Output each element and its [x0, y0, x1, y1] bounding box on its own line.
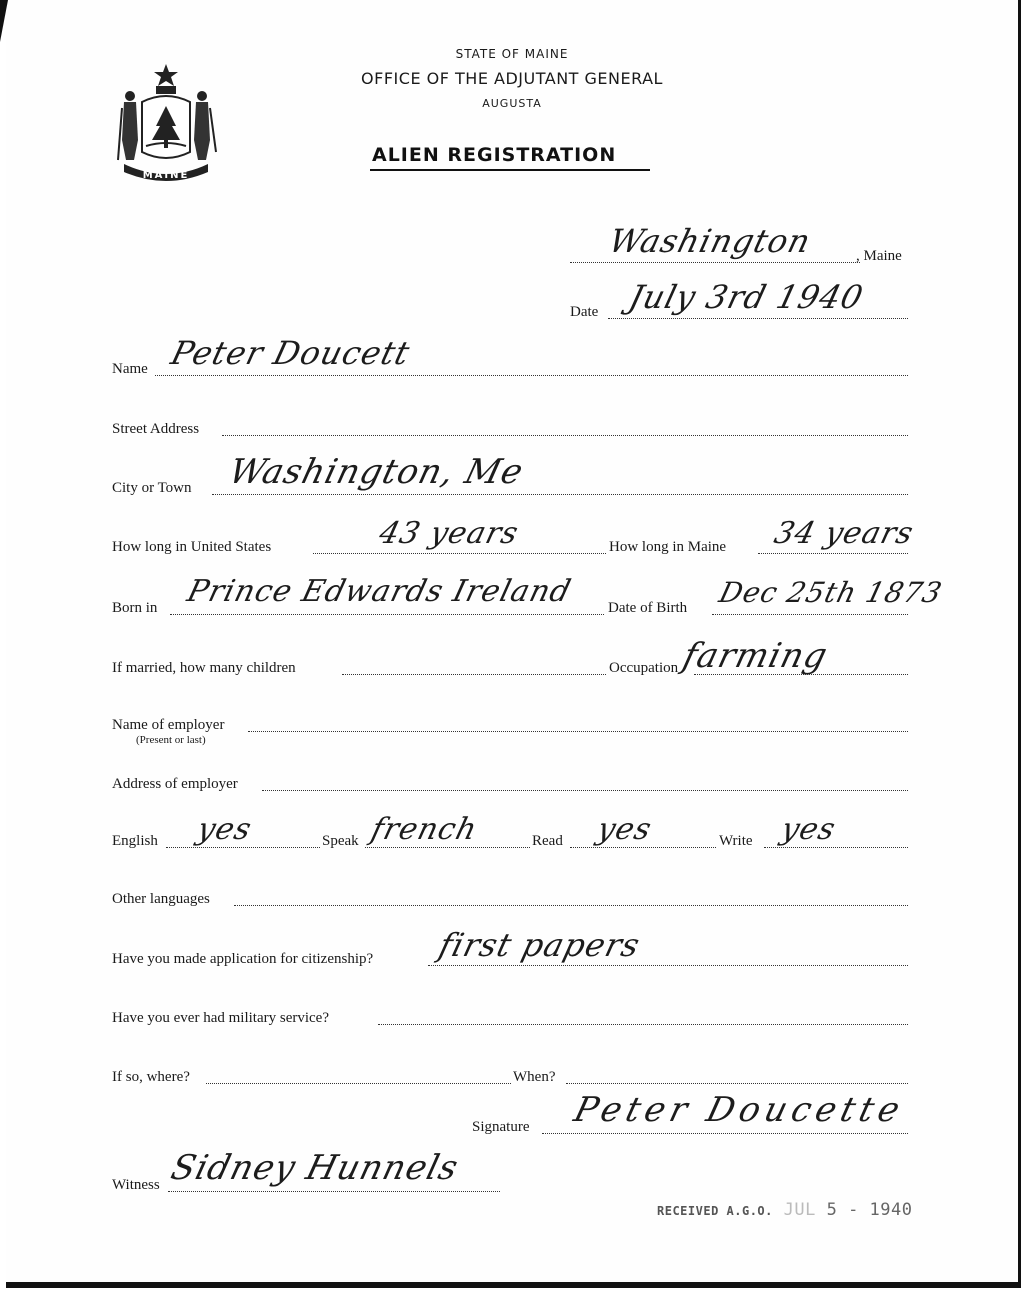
citizenship-value[interactable]: first papers [435, 926, 645, 964]
children-label: If married, how many children [112, 660, 296, 676]
read-line [570, 847, 716, 848]
seal-banner-maine: MAINE [142, 170, 190, 181]
born-in-label: Born in [112, 600, 158, 616]
witness-label: Witness [112, 1177, 160, 1193]
date-of-birth-label: Date of Birth [608, 600, 688, 616]
how-long-maine-value[interactable]: 34 years [770, 516, 918, 551]
where-line [206, 1083, 511, 1084]
how-long-us-line [313, 553, 606, 554]
citizenship-line [428, 965, 908, 966]
date-label: Date [570, 304, 599, 320]
name-line [155, 375, 908, 376]
speak-label: Speak [322, 833, 359, 849]
write-value[interactable]: yes [777, 812, 840, 847]
employer-address-line [262, 790, 908, 791]
header-city: AUGUSTA [482, 97, 542, 110]
date-value[interactable]: July 3rd 1940 [625, 278, 868, 316]
town-suffix-label: , Maine [856, 248, 902, 264]
when-line [566, 1083, 908, 1084]
write-label: Write [719, 833, 753, 849]
name-label: Name [112, 361, 148, 377]
speak-line [365, 847, 530, 848]
town-line [570, 262, 860, 263]
city-line [212, 494, 908, 495]
occupation-label: Occupation [609, 660, 679, 676]
when-label: When? [513, 1069, 556, 1085]
street-address-line [222, 435, 908, 436]
how-long-us-label: How long in United States [112, 539, 272, 555]
stamp-date: 5 - 1940 [826, 1200, 913, 1220]
date-of-birth-value[interactable]: Dec 25th 1873 [715, 576, 946, 609]
how-long-us-value[interactable]: 43 years [375, 516, 523, 551]
town-value[interactable]: Washington [605, 222, 816, 260]
date-line [608, 318, 908, 319]
date-of-birth-line [712, 614, 908, 615]
where-label: If so, where? [112, 1069, 190, 1085]
scan-corner [0, 0, 8, 42]
header-office: OFFICE OF THE ADJUTANT GENERAL [361, 69, 663, 88]
other-languages-label: Other languages [112, 891, 210, 907]
write-line [764, 847, 908, 848]
employer-name-label: Name of employer [112, 717, 225, 733]
english-label: English [112, 833, 158, 849]
signature-label: Signature [472, 1119, 530, 1135]
read-label: Read [532, 833, 563, 849]
header-state: STATE OF MAINE [455, 47, 569, 61]
citizenship-label: Have you made application for citizenship? [112, 951, 374, 967]
employer-address-label: Address of employer [112, 776, 238, 792]
occupation-value[interactable]: farming [679, 636, 832, 676]
employer-name-line [248, 731, 908, 732]
children-line [342, 674, 606, 675]
city-value[interactable]: Washington, Me [225, 452, 528, 492]
english-value[interactable]: yes [193, 812, 256, 847]
title-underline [370, 169, 650, 171]
born-in-value[interactable]: Prince Edwards Ireland [183, 574, 576, 609]
military-label: Have you ever had military service? [112, 1010, 329, 1026]
form-title: ALIEN REGISTRATION [372, 144, 617, 166]
how-long-maine-label: How long in Maine [609, 539, 727, 555]
how-long-maine-line [758, 553, 908, 554]
stamp-received-text: RECEIVED A.G.O. [657, 1204, 773, 1218]
city-label: City or Town [112, 480, 192, 496]
english-line [166, 847, 320, 848]
name-value[interactable]: Peter Doucett [167, 334, 415, 372]
received-stamp [657, 1200, 912, 1220]
witness-line [168, 1191, 500, 1192]
speak-value[interactable]: french [367, 812, 482, 847]
signature-value[interactable]: Peter Doucette [570, 1090, 909, 1130]
employer-name-sublabel: (Present or last) [136, 734, 206, 746]
read-value[interactable]: yes [593, 812, 656, 847]
stamp-month: JUL [783, 1200, 816, 1220]
signature-line [542, 1133, 908, 1134]
born-in-line [170, 614, 604, 615]
military-line [378, 1024, 908, 1025]
witness-value[interactable]: Sidney Hunnels [167, 1148, 463, 1188]
other-languages-line [234, 905, 908, 906]
street-address-label: Street Address [112, 421, 200, 437]
